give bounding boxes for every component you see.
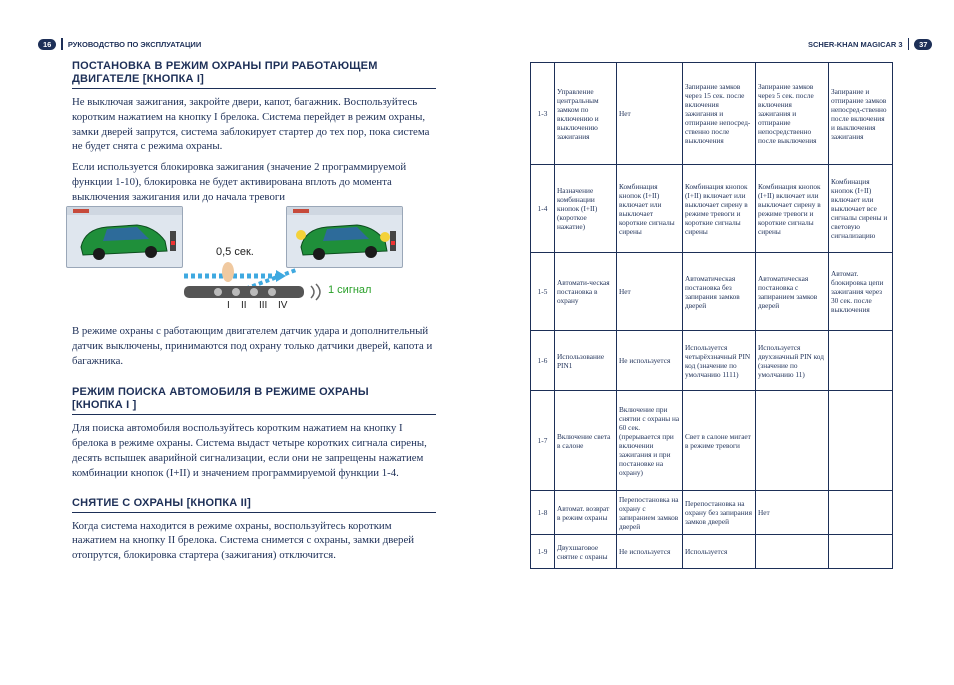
left-page-header xyxy=(38,37,201,51)
button-label: III xyxy=(259,300,268,311)
arrow-graphic xyxy=(66,206,406,318)
button-label: I xyxy=(227,300,230,311)
left-page-number: 16 xyxy=(38,39,56,50)
function-number: 1-5 xyxy=(531,253,555,331)
function-value-cell: Запирание замков через 5 сек. после включения зажигания и отпирание непосредственно после выключения xyxy=(756,63,829,165)
function-number: 1-3 xyxy=(531,63,555,165)
function-name: Двухшаговое снятие с охраны xyxy=(555,535,617,569)
paragraph: Для поиска автомобиля воспользуйтесь коротким нажатием на кнопку I брелока в режиме охраны. Система выдаст четыре коротких сигнала сирены, десять вспышек аварийной сигнализации, если они не запрещены нажатием комбинации кнопок (I+II) и значением программируемой функции 1-4. xyxy=(72,422,427,479)
function-value-cell: Комбинация кнопок (I+II) включает или выключает сирену в режиме тревоги и короткие сигналы сирены xyxy=(756,165,829,253)
function-name: Автомат. возврат в режим охраны xyxy=(555,491,617,535)
arming-illustration xyxy=(66,206,406,318)
function-name: Управление центральным замком по включению и выключению зажигания xyxy=(555,63,617,165)
header-divider xyxy=(61,38,63,50)
section-rule xyxy=(72,512,436,513)
time-label: 0,5 сек. xyxy=(216,246,254,258)
function-value-cell xyxy=(829,491,893,535)
function-value-cell: Комбинация кнопок (I+II) включает или выключает все сигналы сирены и световую сигнализацию xyxy=(829,165,893,253)
function-value-cell: Комбинация кнопок (I+II) включает или выключает сирену в режиме тревоги и короткие сигналы сирены xyxy=(683,165,756,253)
function-name: Назначение комбинации кнопок (I+II) (короткое нажатие) xyxy=(555,165,617,253)
function-number: 1-4 xyxy=(531,165,555,253)
section-rule xyxy=(72,88,436,89)
table-row xyxy=(531,253,893,331)
left-header-title: РУКОВОДСТВО ПО ЭКСПЛУАТАЦИИ xyxy=(67,39,202,49)
function-value-cell: Автомат. блокировка цепи зажигания через 30 сек. после выключения xyxy=(829,253,893,331)
button-label: II xyxy=(241,300,247,311)
section-rule xyxy=(72,414,436,415)
right-page-header xyxy=(808,37,932,51)
section-title-line: ДВИГАТЕЛЕ [КНОПКА I] xyxy=(72,73,205,85)
table-row xyxy=(531,491,893,535)
section-title-line: РЕЖИМ ПОИСКА АВТОМОБИЛЯ В РЕЖИМЕ ОХРАНЫ xyxy=(72,386,369,399)
section-title-line: ПОСТАНОВКА В РЕЖИМ ОХРАНЫ ПРИ РАБОТАЮЩЕМ xyxy=(72,60,378,72)
function-value-cell: Нет xyxy=(617,253,683,331)
programmable-functions-table xyxy=(530,62,893,569)
table-row xyxy=(531,391,893,491)
header-divider xyxy=(908,38,910,50)
function-value-cell: Запирание и отпирание замков непосред-ственно после включения и выключения зажигания xyxy=(829,63,893,165)
function-value-cell xyxy=(756,391,829,491)
paragraph: Не выключая зажигания, закройте двери, капот, багажник. Воспользуйтесь коротким нажатием на кнопку I брелока. Система перейдет в режим охраны, замки дверей запрутся, система заблокирует стартер до тех пор, пока система не будет снята с режима охраны. xyxy=(72,96,430,153)
left-page-lower xyxy=(72,324,436,563)
button-label: IV xyxy=(278,300,288,311)
table-row xyxy=(531,331,893,391)
left-page-content xyxy=(72,60,436,205)
function-value-cell xyxy=(829,391,893,491)
function-value-cell: Перепостановка на охрану без запирания замков дверей xyxy=(683,491,756,535)
function-value-cell: Запирание замков через 15 сек. после включения зажигания и отпирание непосред-ственно после выключения xyxy=(683,63,756,165)
table-row xyxy=(531,63,893,165)
right-page-number: 37 xyxy=(914,39,932,50)
function-value-cell: Перепостановка на охрану с запиранием замков дверей xyxy=(617,491,683,535)
function-value-cell xyxy=(829,331,893,391)
function-number: 1-7 xyxy=(531,391,555,491)
section-title-arm-engine xyxy=(72,60,436,86)
function-name: Автомати-ческая постановка в охрану xyxy=(555,253,617,331)
function-name: Включение света в салоне xyxy=(555,391,617,491)
paragraph: В режиме охраны с работающим двигателем датчик удара и дополнительный датчик выключены, принимаются под охрану только датчики дверей, капота и багажника. xyxy=(72,325,433,367)
function-value-cell: Автоматическая постановка без запирания замков дверей xyxy=(683,253,756,331)
function-value-cell: Свет в салоне мигает в режиме тревоги xyxy=(683,391,756,491)
table-row xyxy=(531,535,893,569)
function-value-cell: Не используется xyxy=(617,331,683,391)
function-number: 1-9 xyxy=(531,535,555,569)
signal-label: 1 сигнал xyxy=(328,284,372,296)
right-header-title: SCHER-KHAN MAGICAR 3 xyxy=(808,39,903,49)
function-value-cell: Используется xyxy=(683,535,756,569)
function-value-cell: Нет xyxy=(756,491,829,535)
function-number: 1-6 xyxy=(531,331,555,391)
paragraph: Когда система находится в режиме охраны, воспользуйтесь коротким нажатием на кнопку II брелока. Система снимется с охраны, замки дверей отопрутся, блокировка стартера (зажигания) отключится. xyxy=(72,519,415,562)
function-value-cell: Не используется xyxy=(617,535,683,569)
function-number: 1-8 xyxy=(531,491,555,535)
function-value-cell: Используется двухзначный PIN код (значение по умолчанию 11) xyxy=(756,331,829,391)
function-value-cell: Нет xyxy=(617,63,683,165)
function-value-cell: Включение при снятии с охраны на 60 сек. (прерывается при включении зажигания и при постановке на охрану) xyxy=(617,391,683,491)
section-title-car-search xyxy=(72,386,436,412)
function-value-cell: Используется четырёхзначный PIN код (значение по умолчанию 1111) xyxy=(683,331,756,391)
function-value-cell xyxy=(756,535,829,569)
section-title-disarm: СНЯТИЕ С ОХРАНЫ [КНОПКА II] xyxy=(72,496,252,509)
function-value-cell xyxy=(829,535,893,569)
paragraph: Если используется блокировка зажигания (значение 2 программируемой функции 1-10), блокировка не будет активирована вплоть до момента выключения зажигания или до начала тревоги xyxy=(72,161,407,203)
function-name: Использование PIN1 xyxy=(555,331,617,391)
function-value-cell: Автоматическая постановка с запиранием замков дверей xyxy=(756,253,829,331)
function-value-cell: Комбинация кнопок (I+II) включает или выключает короткие сигналы сирены xyxy=(617,165,683,253)
section-title-line: [КНОПКА I ] xyxy=(72,399,137,412)
table-row xyxy=(531,165,893,253)
